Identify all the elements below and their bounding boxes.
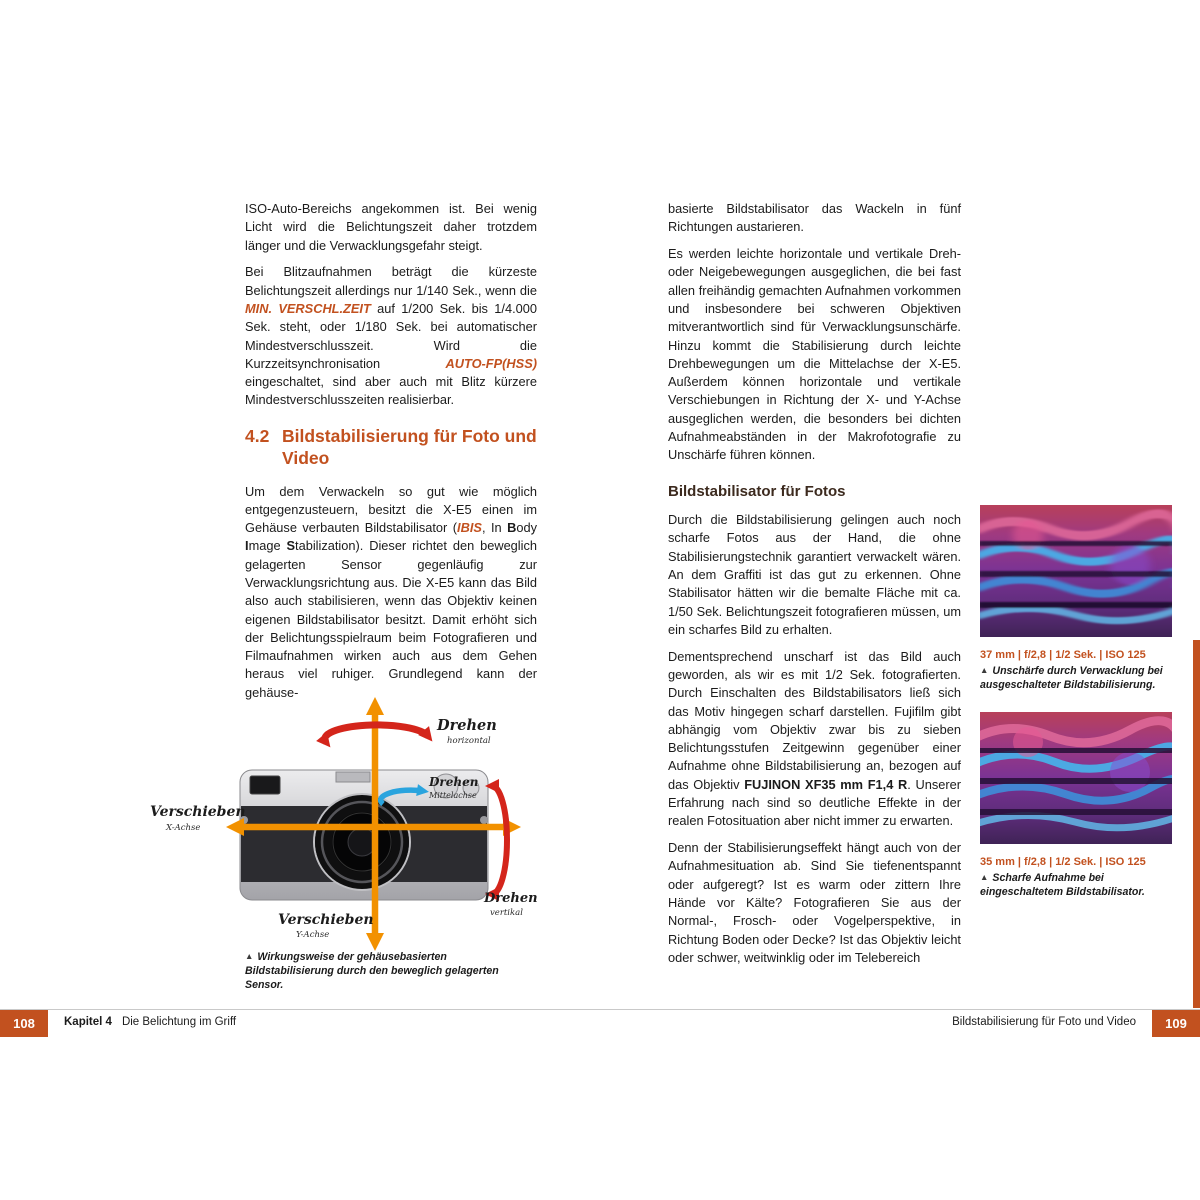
diagram-sublabel-x-axis: X-Achse (166, 823, 201, 833)
diagram-sublabel-horizontal: horizontal (447, 736, 491, 746)
paragraph-sharp-handheld: Durch die Bildstabilisierung gelingen auch noch scharfe Fotos aus der Hand, die ohne Stabilisierungstechnik garantiert verwackelt wären. An dem Graffiti ist das gut zu erkennen. Ohne Stabilisator hätten wir die bemalte Fläche mit ca. 1/50 Sek. Belichtungszeit fotografieren müssen, um ein scharfes Bild zu erhalten. (668, 512, 961, 637)
figure-caption-text: Scharfe Aufnahme bei eingeschaltetem Bildstabilisator. (980, 871, 1145, 898)
section-number: 4.2 (245, 425, 270, 446)
rotate-vertical-arrow (492, 786, 507, 894)
diagram-label-rotate-horizontal: Drehen (437, 717, 497, 734)
footer-chapter-title: Die Belichtung im Griff (121, 1016, 237, 1028)
section-heading (245, 426, 537, 470)
diagram-label-rotate-vertical: Drehen (484, 891, 538, 906)
diagram-sublabel-middle-axis: Mittelachse (429, 791, 477, 800)
paragraph-five-axes: basierte Bildstabilisator das Wackeln in fünf Richtungen austarieren. (668, 201, 961, 235)
chapter-edge-tab (1193, 640, 1200, 1008)
section-title: Bildstabilisierung für Foto und Video (282, 425, 537, 468)
diagram-label-rotate-middle: Drehen (429, 775, 479, 789)
caption-marker-icon: ▲ (245, 951, 254, 961)
camera-diagram-image (140, 690, 560, 962)
caption-marker-icon: ▲ (980, 665, 989, 675)
footer-chapter-label: Kapitel 4 (64, 1016, 112, 1028)
figure-blurred (980, 505, 1172, 693)
figure-sharp (980, 712, 1172, 900)
diagram-label-shift-x: Verschieben (150, 804, 246, 820)
figure-settings: 35 mm | f/2,8 | 1/2 Sek. | ISO 125 (980, 855, 1146, 868)
footer-right (952, 1016, 1136, 1028)
right-page-column (668, 200, 961, 976)
paragraph-shutter-gain: Dementsprechend unscharf ist das Bild auch geworden, als wir es mit 1/2 Sek. fotografierten. Durch Einschalten des Bildstabilisators ließ sich das Motiv hingegen scharf darstellen. Fujifilm gibt abhängig vom Objektiv zwar bis zu sieben Belichtungsstufen Zeitgewinn gegenüber einer Aufnahme ohne Bildstabilisierung an, bezogen auf das Objektiv FUJINON XF35 mm F1,4 R. Unserer Erfahrung nach sind so deutliche Effekte in der realen Fotosituation aber nicht immer zu erwarten. (668, 648, 961, 829)
diagram-sublabel-y-axis: Y-Achse (296, 930, 330, 940)
paragraph-flash-sync: Bei Blitzaufnahmen beträgt die kürzeste Belichtungszeit allerdings nur 1/140 Sek., wenn die MIN. VERSCHL.ZEIT auf 1/200 Sek. bis 1/4.000 Sek. steht, oder 1/180 Sek. bei automatischer Mindestverschlusszeit. Wird die Kurzzeitsynchronisation AUTO-FP(HSS) eingeschaltet, sind aber auch mit Blitz kürzere Mindestverschlusszeiten realisierbar. (245, 264, 537, 408)
figure-caption (980, 665, 1172, 693)
footer-left (64, 1016, 236, 1028)
footer-divider (0, 1009, 1200, 1010)
left-page-column (245, 200, 537, 711)
diagram-sublabel-vertical: vertikal (490, 908, 523, 918)
paragraph-axis-compensation: Es werden leichte horizontale und vertikale Dreh- oder Neigebewegungen ausgeglichen, die bei fast allen freihändig gemachten Aufnahmen vorkommen und insbesondere bei schweren Objektiven mitverantwortlich sind für Verwacklungsunschärfe. Hinzu kommt die Stabilisierung durch leichte Drehbewegungen um die Mittelachse der X-E5. Außerdem können horizontale und vertikale Verschiebungen in Richtung der X- und Y-Achse ausgeglichen werden, die besonders bei dichten Aufnahmeabständen in der Makrofotografie zu Unschärfe führen können. (668, 246, 961, 463)
caption-marker-icon: ▲ (980, 871, 989, 882)
graffiti-image-sharp (980, 712, 1172, 844)
paragraph-situation: Denn der Stabilisierungseffekt hängt auch von der Aufnahmesituation ab. Sind Sie tiefenentspannt oder aufgeregt? Ist es warm oder zittern Ihre Hände vor Kälte? Fotografieren Sie aus der Normal-, Frosch- oder Vogelperspektive, in Richtung Boden oder Decke? Ist das Objektiv leicht oder schwer, weitwinklig oder im Telebereich (668, 840, 961, 965)
figure-caption-text: Unschärfe durch Verwacklung bei ausgeschalteter Bildstabilisierung. (980, 665, 1163, 691)
paragraph-ibis-intro: Um dem Verwackeln so gut wie möglich entgegenzusteuern, besitzt die X-E5 einen im Gehäuse verbauten Bildstabilisator (IBIS, In Body Image Stabilization). Dieser richtet den beweglich gelagerten Sensor gegenläufig zur Verwacklungsrichtung aus. Die X-E5 kann das Bild also auch stabilisieren, wenn das Objektiv keinen eigenen Bildstabilisator besitzt. Damit erhöht sich der Belichtungsspielraum beim Fotografieren und Filmaufnahmen wirken auch aus dem Gehen heraus viel ruhiger. Grundlegend kann der gehäuse- (245, 483, 537, 700)
page-number-right: 109 (1152, 1010, 1200, 1037)
figure-settings: 37 mm | f/2,8 | 1/2 Sek. | ISO 125 (980, 649, 1146, 661)
figure-caption (980, 872, 1172, 900)
figures-column (980, 505, 1172, 919)
footer-section-title: Bildstabilisierung für Foto und Video (952, 1016, 1136, 1028)
sub-heading-stabilizer-photos: Bildstabilisator für Fotos (668, 482, 846, 500)
stabilization-diagram (140, 690, 560, 962)
page-number-left: 108 (0, 1010, 48, 1037)
diagram-caption (245, 951, 537, 993)
graffiti-image-blurred (980, 505, 1172, 637)
diagram-label-shift-y: Verschieben (278, 912, 374, 928)
camera-illustration (240, 770, 488, 900)
diagram-caption-text: Wirkungsweise der gehäusebasierten Bildstabilisierung durch den beweglich gelagerten Sensor. (245, 951, 499, 991)
paragraph-iso-auto: ISO-Auto-Bereichs angekommen ist. Bei wenig Licht wird die Belichtungszeit daher trotzdem länger und die Verwacklungsgefahr steigt. (245, 201, 537, 253)
